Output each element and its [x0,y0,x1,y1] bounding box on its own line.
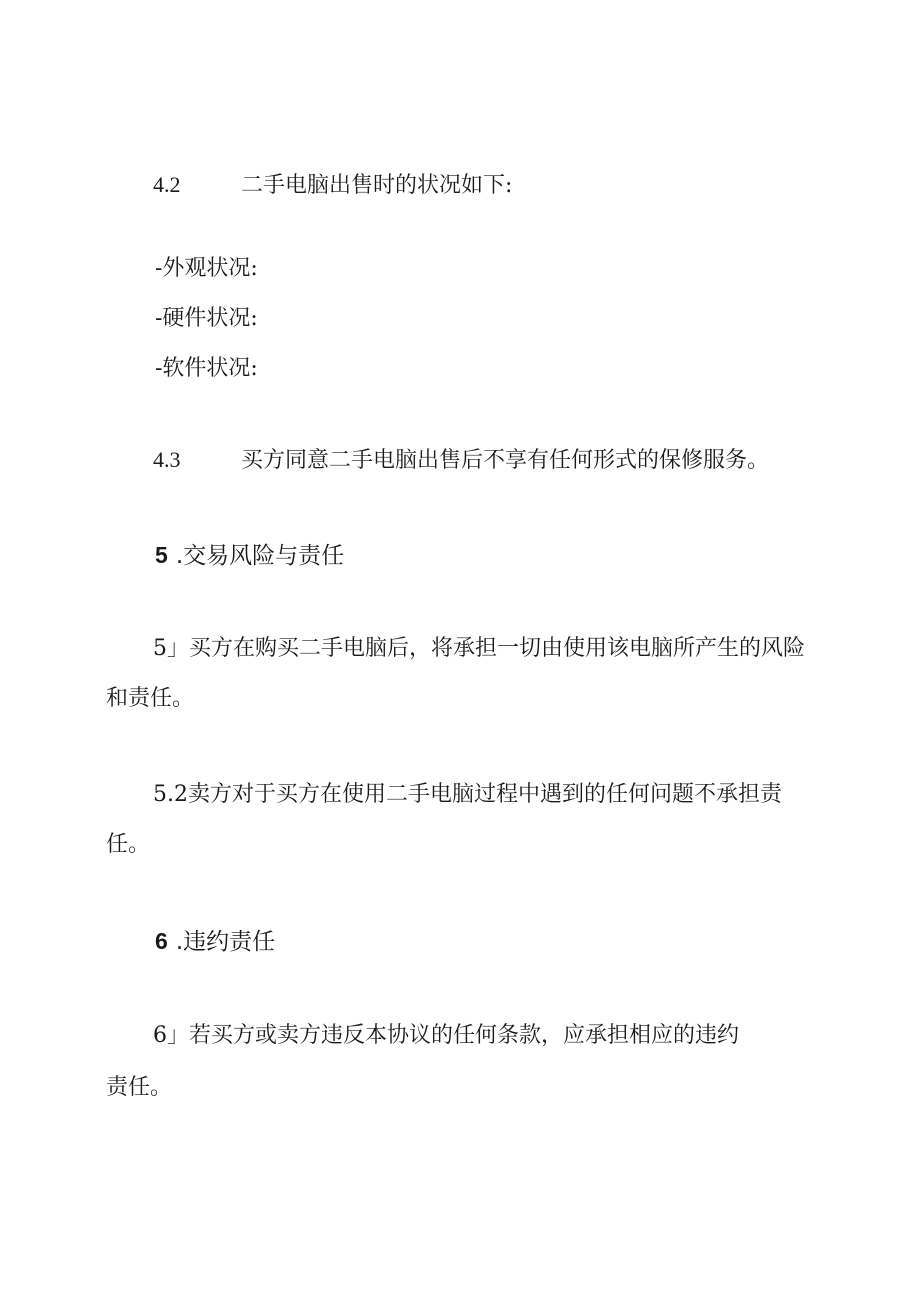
clause-5-1-line2: 和责任。 [106,686,195,711]
condition-hardware: -硬件状况: [155,306,258,331]
clause-text: 买方同意二手电脑出售后不享有任何形式的保修服务。 [241,448,770,473]
condition-software: -软件状况: [155,356,258,381]
clause-5-2-line2: 任。 [106,832,151,857]
section-title: .违约责任 [175,929,276,955]
clause-5-1-line1: 5」买方在购买二手电脑后，将承担一切由使用该电脑所产生的风险 [153,636,805,661]
clause-text: 二手电脑出售时的状况如下: [241,173,513,198]
section-heading-6 [155,926,275,957]
condition-appearance: -外观状况: [155,256,258,281]
section-heading-5 [155,540,344,571]
clause-4-3 [153,445,769,476]
clause-6-1-line1: 6」若买方或卖方违反本协议的任何条款，应承担相应的违约 [153,1023,739,1048]
section-number: 5 [155,542,168,568]
section-number: 6 [155,928,168,954]
clause-5-2-line1: 5.2卖方对于买方在使用二手电脑过程中遇到的任何问题不承担责 [153,782,782,807]
clause-number: 4.3 [153,447,181,472]
clause-number: 4.2 [153,172,181,197]
section-title: .交易风险与责任 [175,543,345,569]
clause-6-1-line2: 责任。 [106,1075,173,1100]
clause-4-2 [153,170,512,201]
